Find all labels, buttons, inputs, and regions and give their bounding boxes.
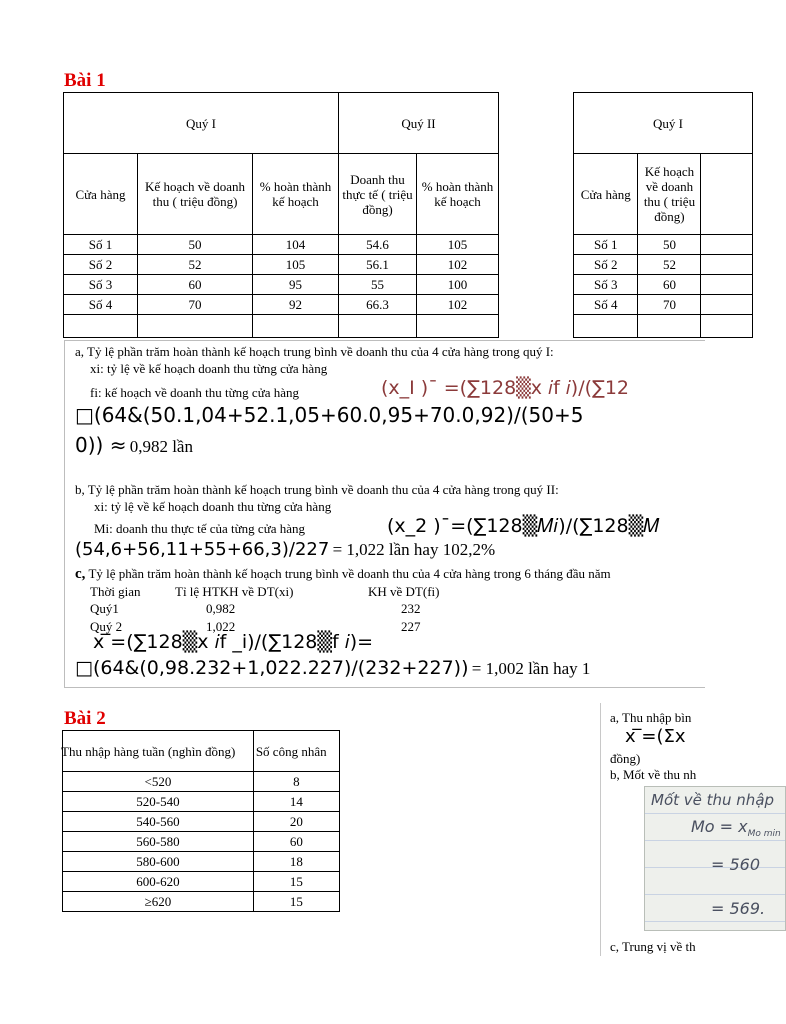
part-c-row2-time: Quý 2 xyxy=(90,619,123,634)
part-a-fi: fi: kế hoạch về doanh thu từng cửa hàng xyxy=(90,385,300,400)
header-weekly-income: Thu nhập hàng tuần (nghìn đồng) xyxy=(63,731,254,772)
header-quarter-1: Quý I xyxy=(64,93,339,154)
table-row xyxy=(64,255,499,275)
bai1-solution-box xyxy=(64,340,705,688)
table-cell: 50 xyxy=(638,235,701,255)
part-a-calc-line2: 0)) ≈ xyxy=(75,433,127,457)
table-cell: 560-580 xyxy=(63,832,254,852)
table-row xyxy=(64,235,499,255)
table-row xyxy=(574,275,753,295)
bai1-table-copy xyxy=(573,92,753,338)
part-b-title: b, Tỷ lệ phần trăm hoàn thành kế hoạch trung bình về doanh thu của 4 cửa hàng trong quý II: xyxy=(75,482,559,497)
table-cell: 105 xyxy=(417,235,499,255)
part-c-result: = 1,002 lần hay 1 xyxy=(471,659,591,678)
table-cell: 54.6 xyxy=(338,235,416,255)
part-b-xi: xi: tỷ lệ về kế hoạch doanh thu từng cửa hàng xyxy=(94,499,332,514)
table-cell: 8 xyxy=(253,772,339,792)
table-cell: 20 xyxy=(253,812,339,832)
table-cell: 66.3 xyxy=(338,295,416,315)
table-cell: 60 xyxy=(137,275,252,295)
table-cell: 50 xyxy=(137,235,252,255)
part-b-result: = 1,022 lần hay 102,2% xyxy=(332,540,496,559)
note-line-4: = 569. xyxy=(711,899,766,918)
bai1-table xyxy=(63,92,499,338)
table-cell: 102 xyxy=(417,255,499,275)
table-cell: Số 4 xyxy=(64,295,138,315)
part-c-row1-plan: 232 xyxy=(401,601,421,616)
header-actual: Doanh thu thực tế ( triệu đồng) xyxy=(338,154,416,235)
part-c-label: c, xyxy=(75,566,86,582)
part-b-formula: (x_2 )¯=(∑128▒𝑀𝑖)/(∑128▒𝑀 xyxy=(387,515,660,537)
bai1-heading: Bài 1 xyxy=(64,70,106,91)
table-cell: 14 xyxy=(253,792,339,812)
part-c-row2-ratio: 1,022 xyxy=(206,619,236,634)
table-cell: 105 xyxy=(253,255,339,275)
note-subscript: Mo min xyxy=(747,829,781,840)
table-cell: 540-560 xyxy=(63,812,254,832)
bai2-part-a-formula: x ̅=(Σx xyxy=(625,726,686,747)
note-line-2: Mo = x xyxy=(691,817,748,836)
table-cell: 102 xyxy=(417,295,499,315)
table-cell: 52 xyxy=(638,255,701,275)
table-cell: Số 2 xyxy=(574,255,638,275)
part-c-row1-time: Quý1 xyxy=(90,601,119,616)
table-cell: 70 xyxy=(638,295,701,315)
bai1-table-copy-clip xyxy=(573,92,704,342)
bai2-part-a-unit: đồng) xyxy=(610,751,641,766)
table-row xyxy=(63,872,340,892)
part-a-formula: (x_I )¯ =(∑128▒x 𝑖f 𝑖)/(∑12 xyxy=(381,377,630,399)
table-cell: 60 xyxy=(638,275,701,295)
table-cell: 70 xyxy=(137,295,252,315)
handwritten-note xyxy=(644,786,786,931)
table-cell: 100 xyxy=(417,275,499,295)
header-pct-q1: % hoàn thành kế hoạch xyxy=(253,154,339,235)
table-row xyxy=(63,792,340,812)
table-cell: 18 xyxy=(253,852,339,872)
part-a-result: 0,982 lần xyxy=(129,437,193,456)
part-c-row2-plan: 227 xyxy=(401,619,421,634)
table-row xyxy=(574,235,753,255)
bai2-right-panel xyxy=(600,703,781,956)
table-row xyxy=(63,772,340,792)
table-cell: 56.1 xyxy=(338,255,416,275)
table-row xyxy=(63,852,340,872)
bai2-part-a: a, Thu nhập bìn xyxy=(610,710,692,725)
table-cell: Số 3 xyxy=(574,275,638,295)
part-a-xi: xi: tỷ lệ về kế hoạch doanh thu từng cửa hàng xyxy=(90,361,328,376)
table-cell: 95 xyxy=(253,275,339,295)
table-cell: ≥620 xyxy=(63,892,254,912)
bai2-part-c: c, Trung vị về th xyxy=(610,939,696,954)
table-cell: Số 1 xyxy=(64,235,138,255)
table-cell: 15 xyxy=(253,892,339,912)
part-c-col-plan: KH về DT(fi) xyxy=(368,584,440,599)
table-cell: <520 xyxy=(63,772,254,792)
header-plan: Kế hoạch về doanh thu ( triệu đồng) xyxy=(638,154,701,235)
table-cell: 60 xyxy=(253,832,339,852)
header-worker-count: Số công nhân xyxy=(253,731,339,772)
part-b-calc: (54,6+56,11+55+66,3)/227 xyxy=(75,539,330,560)
table-row xyxy=(574,255,753,275)
table-row xyxy=(64,275,499,295)
part-c-formula: x ̅=(∑128▒x 𝑖f _i)/(∑128▒f 𝑖)= xyxy=(93,631,374,653)
table-cell: 55 xyxy=(338,275,416,295)
table-cell: Số 3 xyxy=(64,275,138,295)
table-row xyxy=(63,832,340,852)
part-a-calc-line1: □(64&(50.1,04+52.1,05+60.0,95+70.0,92)/(50+5 xyxy=(75,403,584,427)
header-store: Cửa hàng xyxy=(574,154,638,235)
table-cell: 52 xyxy=(137,255,252,275)
part-c-title: Tỷ lệ phần trăm hoàn thành kế hoạch trung bình về doanh thu của 4 cửa hàng trong 6 tháng đầu năm xyxy=(88,566,611,581)
table-cell: 580-600 xyxy=(63,852,254,872)
part-a-title: a, Tỷ lệ phần trăm hoàn thành kế hoạch trung bình về doanh thu của 4 cửa hàng trong quý I: xyxy=(75,344,554,359)
table-row xyxy=(63,892,340,912)
part-c-col-time: Thời gian xyxy=(90,584,141,599)
table-cell: Số 1 xyxy=(574,235,638,255)
header-plan: Kế hoạch về doanh thu ( triệu đồng) xyxy=(137,154,252,235)
part-c-row1-ratio: 0,982 xyxy=(206,601,236,616)
part-c-calc: □(64&(0,98.232+1,022.227)/(232+227)) xyxy=(75,657,469,679)
bai2-part-b: b, Mốt về thu nh xyxy=(610,767,697,782)
table-row xyxy=(574,295,753,315)
bai2-heading: Bài 2 xyxy=(64,708,106,729)
table-cell: Số 4 xyxy=(574,295,638,315)
table-row xyxy=(64,295,499,315)
table-cell: 104 xyxy=(253,235,339,255)
table-cell: 520-540 xyxy=(63,792,254,812)
header-quarter-1: Quý I xyxy=(574,93,753,154)
table-row xyxy=(63,812,340,832)
part-c-col-ratio: Tỉ lệ HTKH về DT(xi) xyxy=(175,584,294,599)
table-row-empty xyxy=(64,315,499,338)
header-pct-q2: % hoàn thành kế hoạch xyxy=(417,154,499,235)
header-store: Cửa hàng xyxy=(64,154,138,235)
header-quarter-2: Quý II xyxy=(338,93,498,154)
bai2-table xyxy=(62,730,340,912)
part-b-mi: Mi: doanh thu thực tế của từng cửa hàng xyxy=(94,521,306,536)
table-cell: 15 xyxy=(253,872,339,892)
note-line-3: = 560 xyxy=(711,855,761,874)
table-cell: 92 xyxy=(253,295,339,315)
table-cell: 600-620 xyxy=(63,872,254,892)
note-line-1: Mốt về thu nhập xyxy=(651,791,775,809)
table-cell: Số 2 xyxy=(64,255,138,275)
